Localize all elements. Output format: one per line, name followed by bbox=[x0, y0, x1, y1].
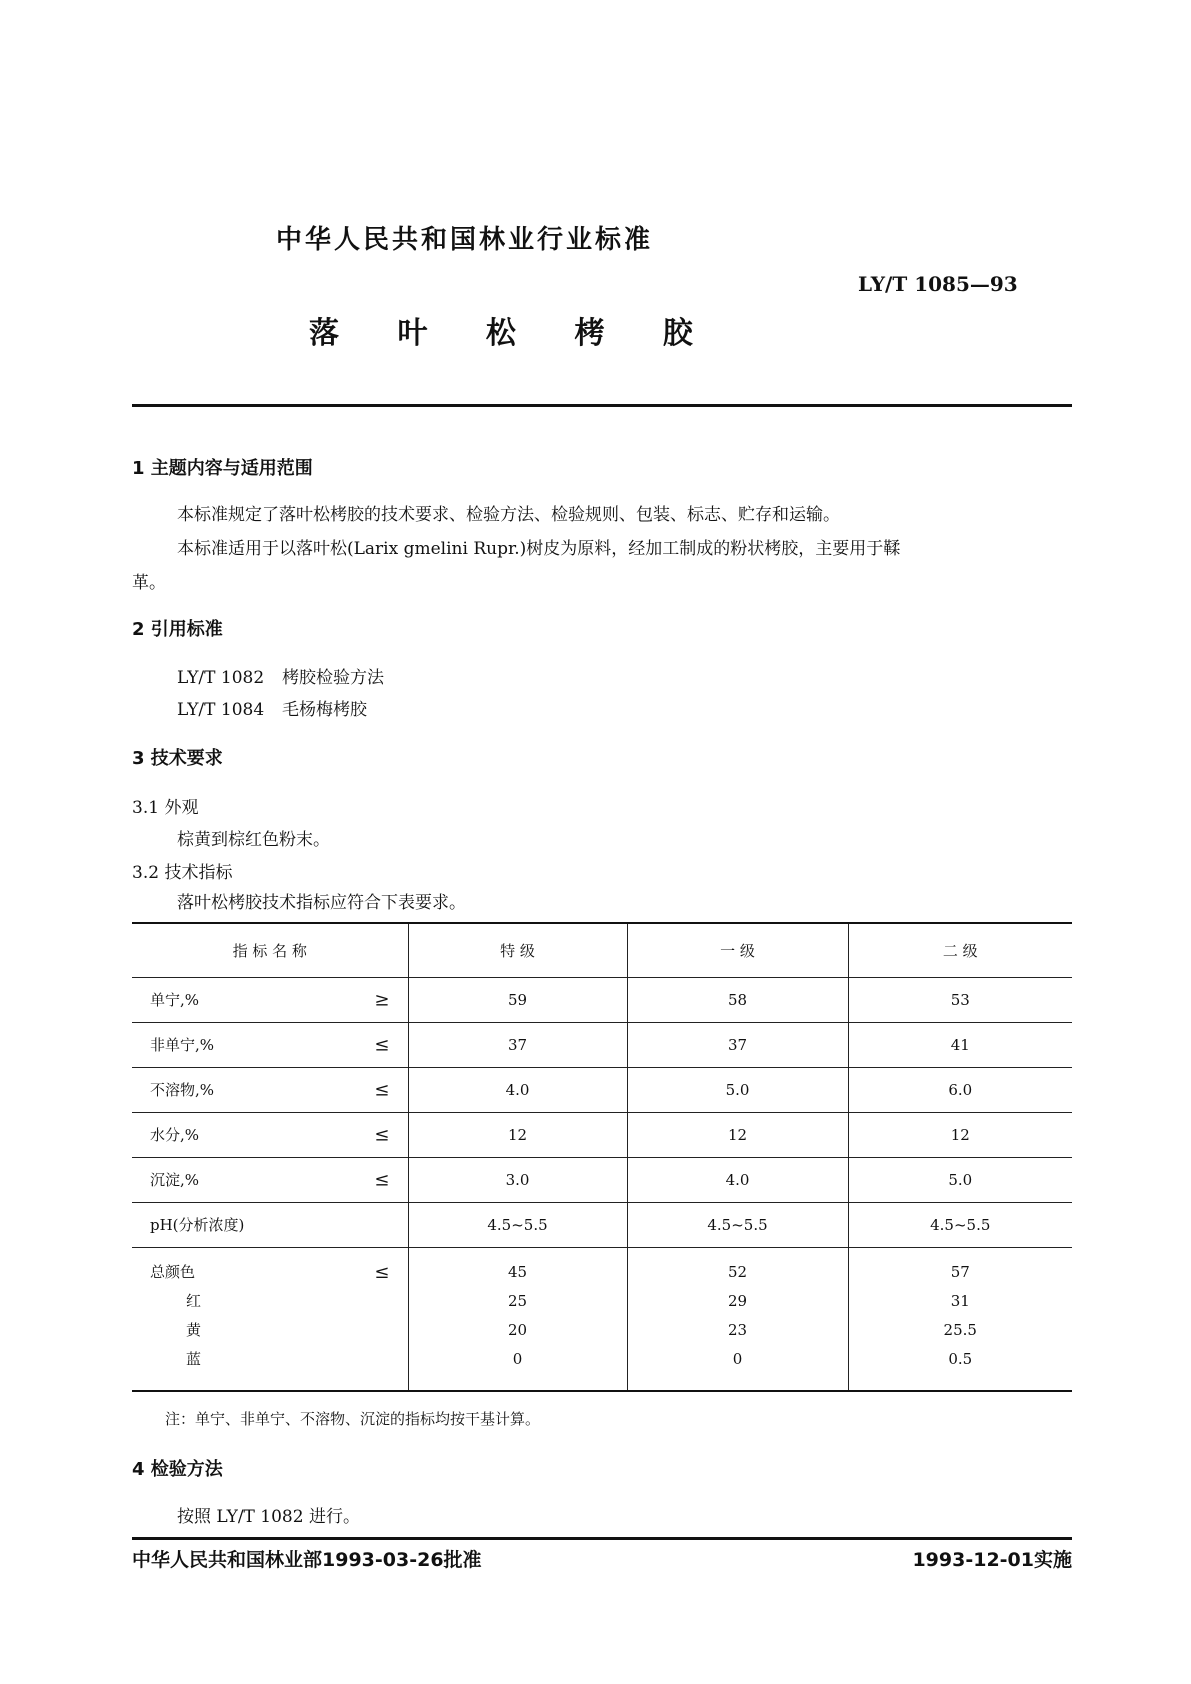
section-1-paragraph-2-cont: 革。 bbox=[132, 573, 166, 593]
technical-index-table bbox=[132, 922, 1072, 1392]
comparator: ≤ bbox=[374, 1169, 390, 1190]
row-name bbox=[132, 977, 408, 1022]
value: 52 bbox=[727, 1262, 748, 1281]
row-label: 单宁,% bbox=[150, 991, 200, 1009]
section-3-1-text: 棕黄到棕红色粉末。 bbox=[177, 830, 330, 850]
comparator: ≤ bbox=[374, 1261, 390, 1283]
row-label: pH(分析浓度) bbox=[150, 1216, 245, 1234]
reference-code: LY/T 1082 bbox=[177, 668, 265, 688]
section-3-2-heading: 3.2 技术指标 bbox=[132, 863, 233, 883]
table-row-color bbox=[132, 1247, 1072, 1391]
cell: 41 bbox=[848, 1022, 1072, 1067]
row-name bbox=[132, 1022, 408, 1067]
reference-name: 栲胶检验方法 bbox=[282, 668, 384, 688]
header-divider bbox=[132, 404, 1072, 407]
cell: 12 bbox=[408, 1112, 627, 1157]
row-label: 总颜色 bbox=[150, 1262, 196, 1281]
row-name bbox=[132, 1247, 408, 1391]
table-row bbox=[132, 977, 1072, 1022]
cell: 37 bbox=[408, 1022, 627, 1067]
reference-1 bbox=[177, 663, 384, 688]
cell: 4.5~5.5 bbox=[627, 1202, 848, 1247]
cell: 3.0 bbox=[408, 1157, 627, 1202]
section-4-text: 按照 LY/T 1082 进行。 bbox=[177, 1507, 360, 1527]
value: 45 bbox=[507, 1262, 528, 1281]
cell: 37 bbox=[627, 1022, 848, 1067]
header-grade-special: 特 级 bbox=[408, 923, 627, 977]
section-1-paragraph-1: 本标准规定了落叶松栲胶的技术要求、检验方法、检验规则、包装、标志、贮存和运输。 bbox=[177, 505, 840, 525]
standard-code-text: LY/T 1085—93 bbox=[858, 272, 1018, 296]
reference-2 bbox=[177, 695, 367, 720]
value: 0 bbox=[732, 1349, 743, 1368]
document-title: 落 叶 松 栲 胶 bbox=[309, 316, 701, 351]
cell: 6.0 bbox=[848, 1067, 1072, 1112]
row-name bbox=[132, 1112, 408, 1157]
row-name bbox=[132, 1157, 408, 1202]
value: 20 bbox=[507, 1320, 528, 1339]
cell bbox=[627, 1247, 848, 1391]
value: 57 bbox=[950, 1262, 970, 1281]
section-1-paragraph-2: 本标准适用于以落叶松(Larix gmelini Rupr.)树皮为原料，经加工制成的粉状栲胶，主要用于鞣 bbox=[177, 539, 901, 559]
row-name bbox=[132, 1067, 408, 1112]
section-2-heading: 2 引用标准 bbox=[132, 619, 223, 640]
cell: 53 bbox=[848, 977, 1072, 1022]
section-4-heading: 4 检验方法 bbox=[132, 1459, 223, 1480]
sub-label-red: 红 bbox=[186, 1291, 202, 1310]
cell: 12 bbox=[848, 1112, 1072, 1157]
cell: 12 bbox=[627, 1112, 848, 1157]
row-label: 非单宁,% bbox=[150, 1036, 215, 1054]
value: 25 bbox=[507, 1291, 528, 1310]
value: 31 bbox=[950, 1291, 970, 1310]
value: 23 bbox=[727, 1320, 748, 1339]
sub-label-yellow: 黄 bbox=[186, 1320, 202, 1339]
cell bbox=[408, 1247, 627, 1391]
cell: 5.0 bbox=[627, 1067, 848, 1112]
footer-divider bbox=[132, 1537, 1072, 1540]
sub-label-blue: 蓝 bbox=[186, 1349, 202, 1368]
table-row bbox=[132, 1157, 1072, 1202]
cell: 58 bbox=[627, 977, 848, 1022]
value: 0 bbox=[512, 1349, 523, 1368]
table-header-row bbox=[132, 923, 1072, 977]
table-note: 注：单宁、非单宁、不溶物、沉淀的指标均按干基计算。 bbox=[165, 1410, 541, 1428]
cell: 4.5~5.5 bbox=[848, 1202, 1072, 1247]
comparator: ≤ bbox=[374, 1124, 390, 1145]
section-3-2-text: 落叶松栲胶技术指标应符合下表要求。 bbox=[177, 893, 466, 913]
value: 0.5 bbox=[948, 1349, 973, 1368]
cell bbox=[848, 1247, 1072, 1391]
section-3-1-heading: 3.1 外观 bbox=[132, 798, 199, 818]
table-row bbox=[132, 1202, 1072, 1247]
table-row bbox=[132, 1067, 1072, 1112]
header-index-name: 指 标 名 称 bbox=[132, 923, 408, 977]
standard-code bbox=[858, 272, 1018, 296]
cell: 5.0 bbox=[848, 1157, 1072, 1202]
row-label: 沉淀,% bbox=[150, 1171, 200, 1189]
cell: 4.0 bbox=[627, 1157, 848, 1202]
comparator: ≤ bbox=[374, 1079, 390, 1100]
reference-name: 毛杨梅栲胶 bbox=[282, 700, 367, 720]
value: 29 bbox=[727, 1291, 748, 1310]
cell: 59 bbox=[408, 977, 627, 1022]
cell: 4.0 bbox=[408, 1067, 627, 1112]
row-name bbox=[132, 1202, 408, 1247]
header-grade-2: 二 级 bbox=[848, 923, 1072, 977]
reference-code: LY/T 1084 bbox=[177, 700, 265, 720]
comparator: ≥ bbox=[374, 989, 390, 1010]
approval-date: 中华人民共和国林业部1993-03-26批准 bbox=[132, 1549, 482, 1571]
row-label: 不溶物,% bbox=[150, 1081, 215, 1099]
row-label: 水分,% bbox=[150, 1126, 200, 1144]
section-3-heading: 3 技术要求 bbox=[132, 748, 223, 769]
comparator: ≤ bbox=[374, 1034, 390, 1055]
cell: 4.5~5.5 bbox=[408, 1202, 627, 1247]
value: 25.5 bbox=[943, 1320, 977, 1339]
table-row bbox=[132, 1112, 1072, 1157]
section-1-heading: 1 主题内容与适用范围 bbox=[132, 458, 313, 479]
effective-date: 1993-12-01实施 bbox=[912, 1549, 1072, 1571]
header-grade-1: 一 级 bbox=[627, 923, 848, 977]
table-row bbox=[132, 1022, 1072, 1067]
issuing-standard-title: 中华人民共和国林业行业标准 bbox=[276, 225, 654, 255]
